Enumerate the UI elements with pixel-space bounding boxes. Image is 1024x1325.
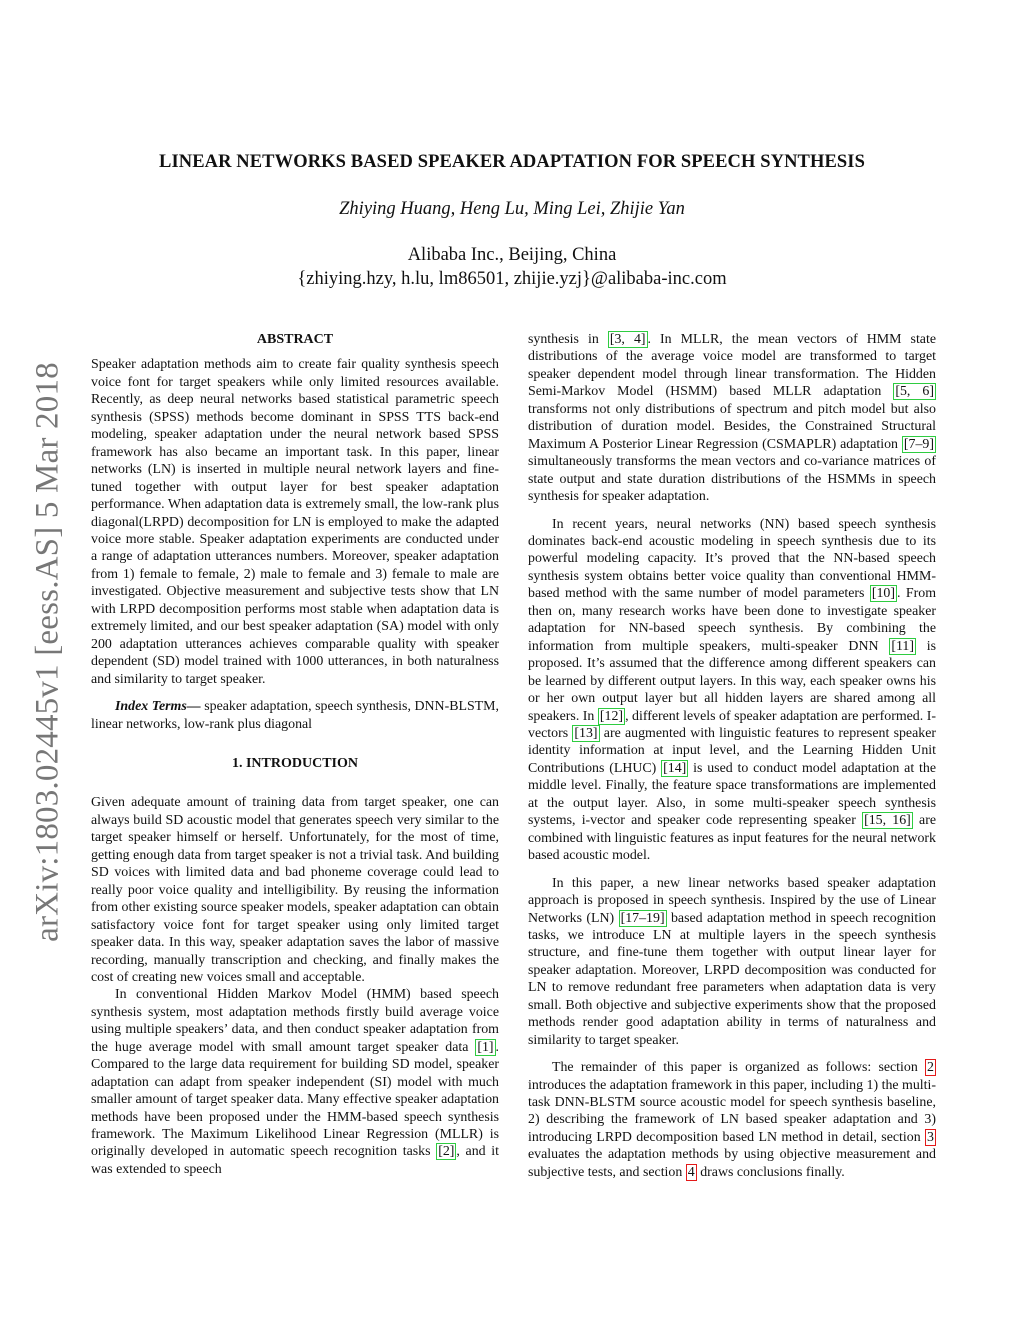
intro-paragraph-1: Given adequate amount of training data from target speaker, one can always build SD acoustic model that generates speech very similar to the target speaker himself or herself. Unfortunately, for the most of time, getting enough data from target speaker is not a trivial task. And building SD voices with limited data and bad phoneme coverage could lead to really poor voice quality and intelligibility. By reusing the information from other existing source speaker models, speaker adaptation can obtain satisfactory voice font for target speaker using only limited target speaker data. In this way, speaker adaptation saves the labor of massive recording, manually transcription and checking, and finally makes the cost of creating new voices small and acceptable. [91,795,499,985]
arxiv-sidebar [30,352,66,952]
right-column [528,331,936,1181]
authors: Zhiying Huang, Heng Lu, Ming Lei, Zhijie Yan [339,199,685,219]
citation-link[interactable]: [5, 6] [895,384,934,400]
index-terms-label: Index Terms— [115,699,201,715]
index-terms [91,698,499,733]
right-paragraph-2: In recent years, neural networks (NN) based speech synthesis dominates back-end acoustic modeling in speech synthesis due to its powerful modeling capacity. It’s proved that the NN-based speech synthesis system obtains better voice quality than conventional HMM-based method with the same number of model parameters [10] . From then on, many research works have been done to investigate speaker adaptation for NN-based speech synthesis. By combining the information from multiple speakers, multi-speaker DNN [11] is proposed. It’s assumed that the difference among different speakers can be learned by different output layers. In this way, each speaker owns his or her own output layer but all hidden layers are shared among all speakers. In [12] , different levels of speaker adaptation are performed. I-vectors [13] are augmented with linguistic features to represent speaker identity information at input level, and the Learning Hidden Unit Contributions (LHUC) [14] is used to conduct model adaptation at the middle level. Finally, the feature space transformations are implemented at the output layer. Also, in some multi-speaker speech synthesis systems, i-vector and speaker code representing speaker [15, 16] are combined with linguistic features as input features for the neural network based acoustic model. [528,516,937,864]
emails: {zhiying.hzy, h.lu, lm86501, zhijie.yzj}@alibaba-inc.com [297,269,727,289]
left-column [91,331,499,1178]
intro-heading: 1. INTRODUCTION [231,755,358,771]
abstract-text: Speaker adaptation methods aim to create fair quality synthesis speech voice font for target speakers while only limited resources available. Recently, as deep neural networks based statistical parametric speech synthesis (SPSS) methods become dominant in SPSS TTS back-end modeling, speaker adaptation under the neural network based SPSS framework has also became an important task. In this paper, linear networks (LN) is inserted in multiple neural network layers and fine-tuned together with output layer for best speaker adaptation performance. When adaptation data is extremely small, the low-rank plus diagonal(LRPD) decomposition for LN is employed to make the adapted voice more stable. Speaker adaptation experiments are conducted under a range of adaptation utterances numbers. Moreover, speaker adaptation from 1) female to female, 2) male to female and 3) female to male are investigated. Objective measurement and subjective tests show that LN with LRPD decomposition performs most stable when adaptation data is extremely limited, and our best speaker adaptation (SA) model with only 200 adaptation utterances achieves comparable quality with speaker dependent (SD) model trained with 1000 utterances, in both naturalness and similarity to target speaker. [91,357,499,687]
affiliation: Alibaba Inc., Beijing, China [407,245,617,265]
citation-link[interactable]: [11] [891,638,914,654]
intro-paragraph-2: In conventional Hidden Markov Model (HMM) based speech synthesis system, most adaptation methods firstly build average voice using multiple speakers’ data, and then conduct speaker adaptation from the huge average model with small amount target speaker data [1] . Compared to the large data requirement for building SD model, speaker adaptation can adapt from speaker independent (SI) model with much smaller amount of target speaker data. Many effective speaker adaptation methods have been proposed under the HMM-based speech synthesis framework. The Maximum Likelihood Linear Regression (MLLR) is originally developed in automatic speech recognition tasks [2] , and it was extended to speech [91,987,499,1177]
section-link[interactable]: 2 [927,1060,934,1076]
citation-link[interactable]: [17–19] [620,910,665,926]
citation-link[interactable]: [2] [438,1144,455,1160]
index-terms-text: speaker adaptation, speech synthesis, DNN-BLSTM, linear networks, low-rank plus diagonal [91,699,499,732]
citation-link[interactable]: [1] [477,1039,494,1055]
citation-link[interactable]: [12] [599,708,624,724]
citation-link[interactable]: [7–9] [903,436,934,452]
citation-link[interactable]: [14] [663,760,687,776]
citation-link[interactable]: [3, 4] [609,332,646,347]
section-link[interactable]: 4 [687,1164,695,1180]
citation-link[interactable]: [13] [574,725,598,741]
right-paragraph-4: The remainder of this paper is organized as follows: section 2 introduces the adaptation framework in this paper, including 1) the multi-task DNN-BLSTM source acoustic model for speech synthesis baseline, 2) describing the framework of LN based speaker adaptation and 3) introducing LRPD decomposition based LN method in detail, section 3 evaluates the adaptation methods by using objective measurement and subjective tests, and section 4 draws conclusions finally. [528,1060,936,1180]
citation-link[interactable]: [10] [871,586,896,602]
arxiv-id: arXiv:1803.02445v1 [eess.AS] 5 Mar 2018 [29,362,66,942]
affiliation-block [0,243,1024,291]
section-link[interactable]: 3 [927,1129,934,1145]
right-paragraph-1: synthesis in [3, 4] . In MLLR, the mean vectors of HMM state distributions of the average voice model are transformed to target speaker dependent model through linear transformation. The Hidden Semi-Markov Model (HSMM) based MLLR adaptation [5, 6] transforms not only distributions of spectrum and pitch model but also distribution of duration model. Besides, the Constrained Structural Maximum A Posterior Linear Regression (CSMAPLR) adaptation [7–9] simultaneously transforms the mean vectors and co-variance matrices of state output and state duration distributions of the HSMMs in speech synthesis for speaker adaptation. [528,332,936,505]
right-paragraph-3: In this paper, a new linear networks based speaker adaptation approach is proposed in speech synthesis. Inspired by the use of Linear Networks (LN) [17–19] based adaptation method in speech recognition tasks, we introduce LN at multiple layers in the speech synthesis structure, and fine-tune them together with output linear layer for speaker adaptation. Moreover, LRPD decomposition was conducted for LN to remove redundant free parameters when adaptation data is very small. Both objective and subjective experiments show that the proposed methods render good adaptation ability in terms of naturalness and similarity to target speaker. [528,875,936,1048]
citation-link[interactable]: [15, 16] [864,813,911,829]
abstract-heading: ABSTRACT [256,332,334,347]
paper-title: LINEAR NETWORKS BASED SPEAKER ADAPTATION FOR SPEECH SYNTHESIS [159,152,865,172]
